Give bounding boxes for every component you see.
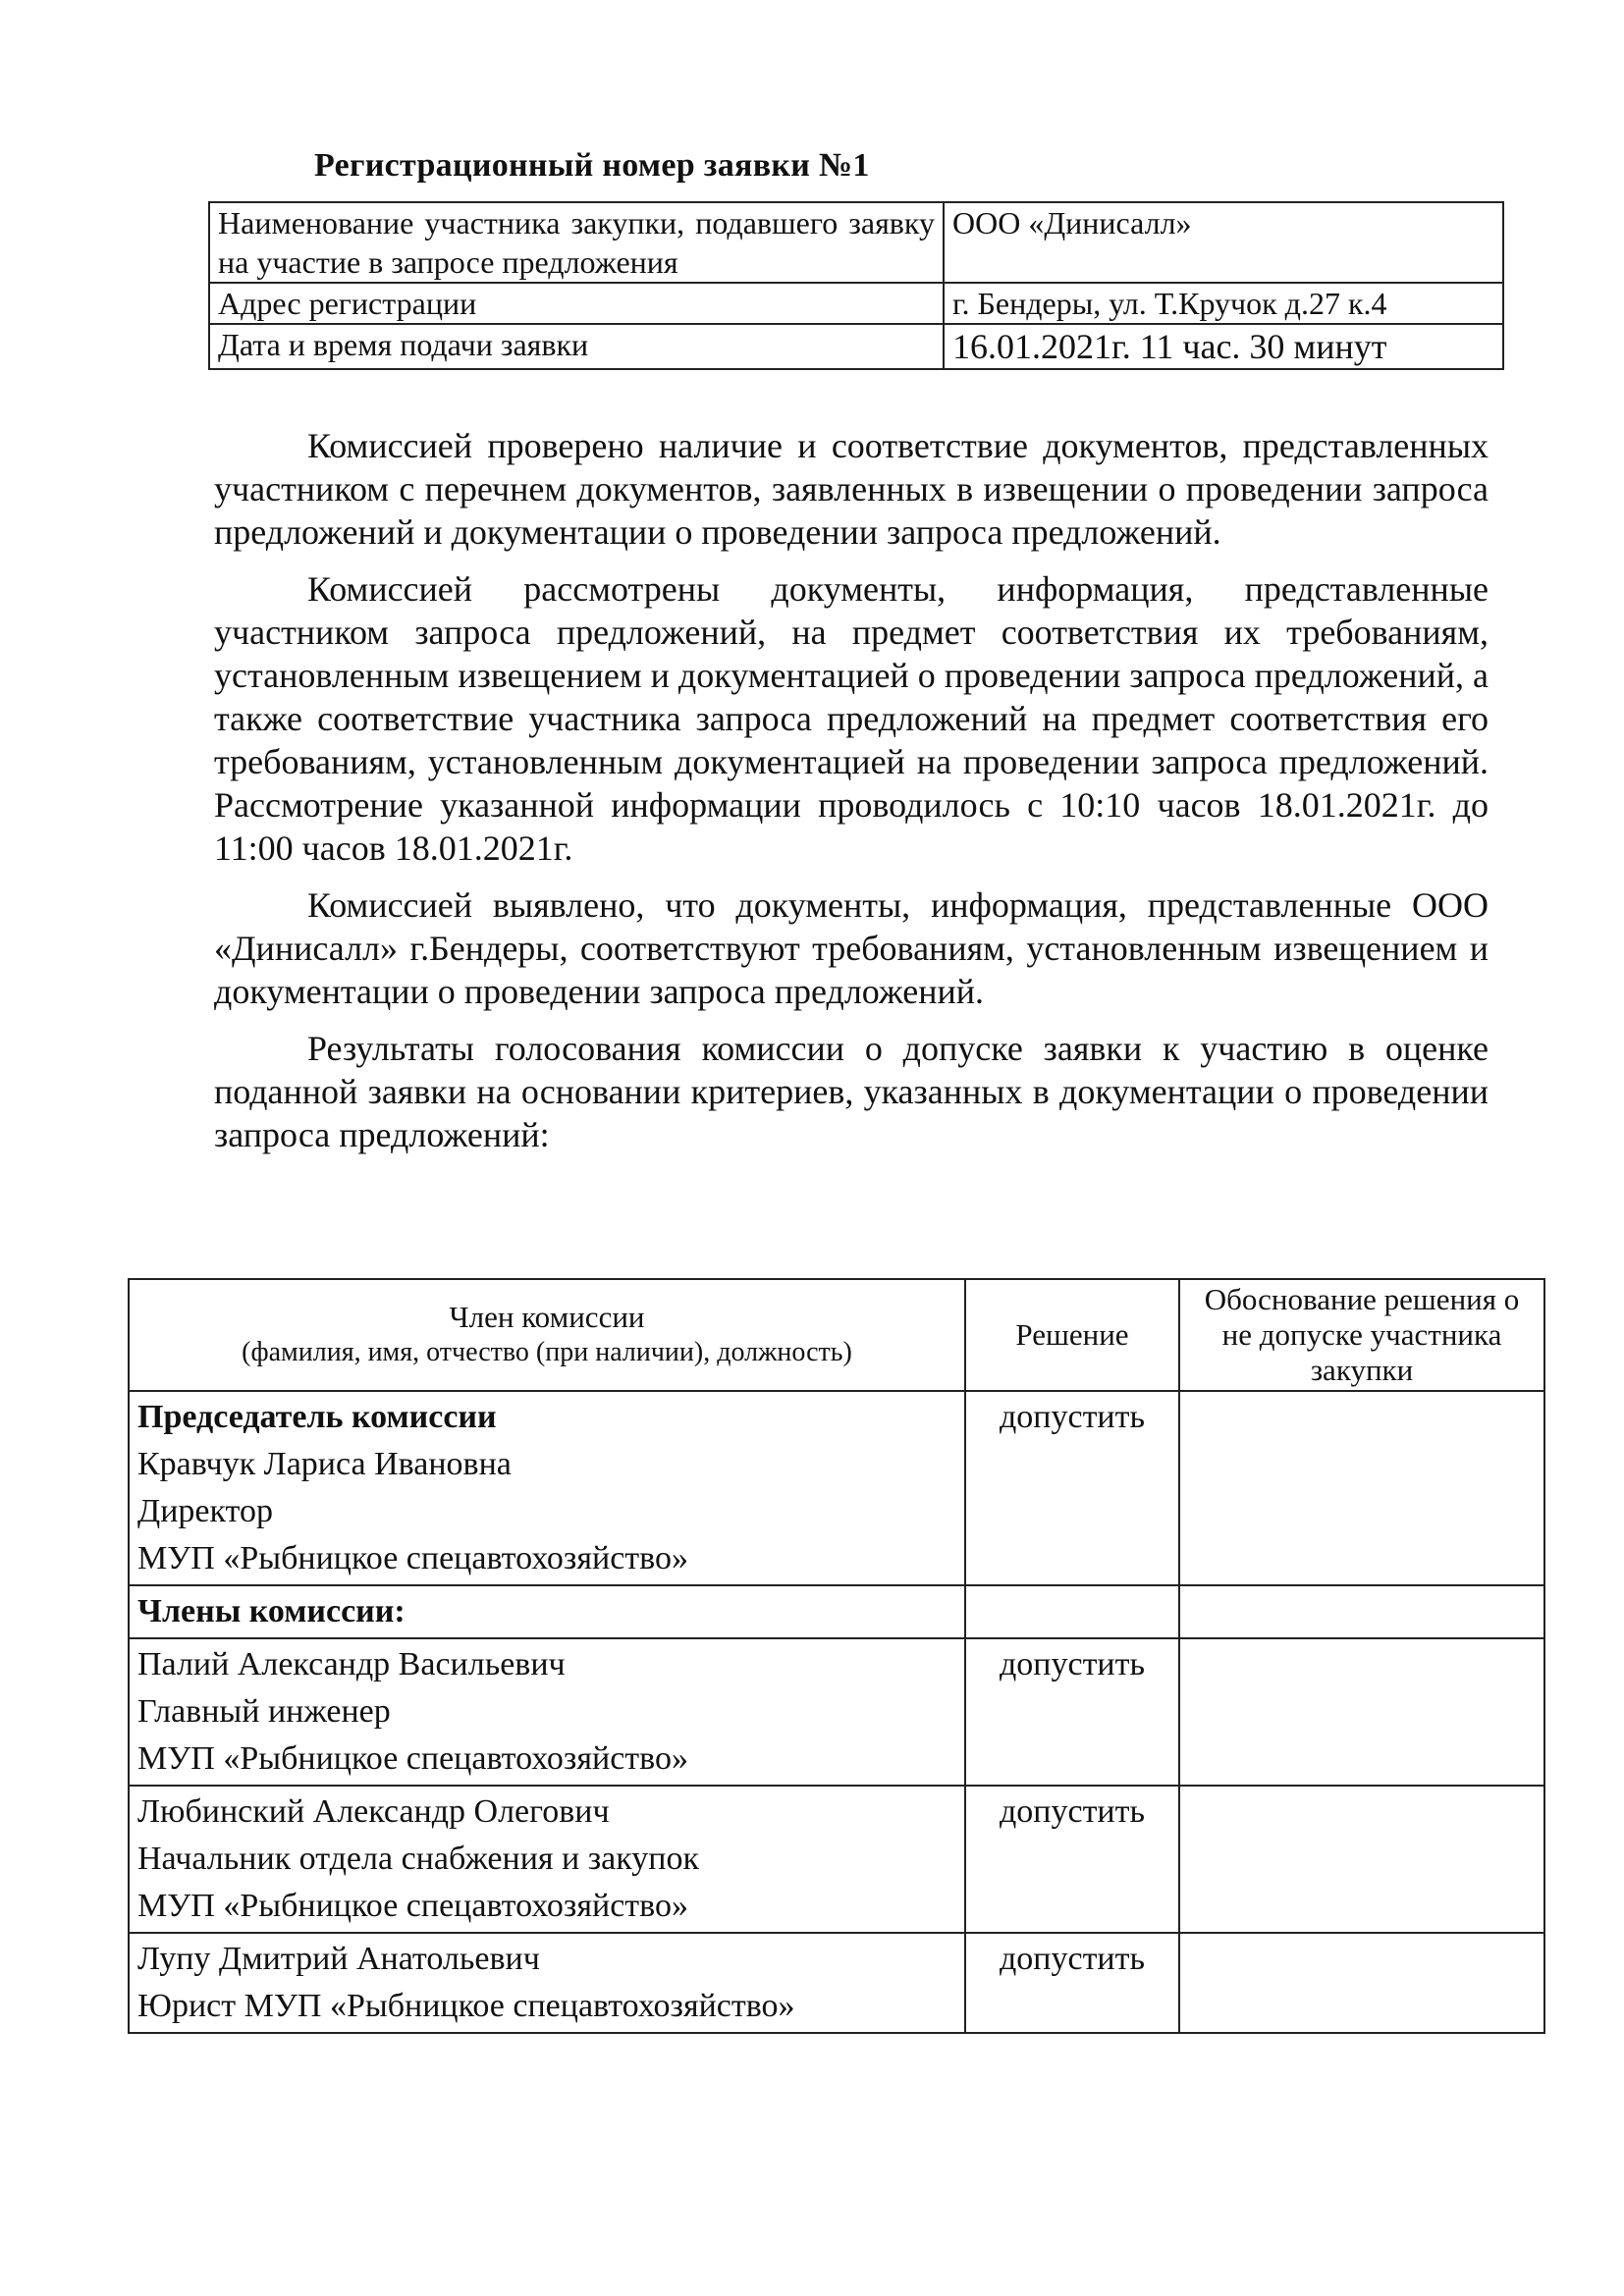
member-position: Юрист МУП «Рыбницкое спецавтохозяйство» [137, 1988, 795, 2024]
paragraph-findings: Комиссией выявлено, что документы, информация, представленные ООО «Динисалл» г.Бендеры, соответствуют требованиям, установленным извещением и документации о проведении запроса предложений. [214, 885, 1489, 1011]
submission-datetime-value: 16.01.2021г. 11 час. 30 минут [944, 324, 1503, 369]
table-row [129, 1391, 1544, 1585]
header-member-subtitle: (фамилия, имя, отчество (при наличии), должность) [242, 1337, 852, 1367]
table-row [129, 1786, 1544, 1933]
member-name: Палий Александр Васильевич [137, 1646, 566, 1682]
member-cell [129, 1933, 965, 2033]
paragraph-review: Комиссией рассмотрены документы, информация, представленные участником запроса предложений, на предмет соответствия их требованиям, установленным извещением и документацией о проведении запроса предложений, а также соответствие участника запроса предложений на предмет соответствия его требованиям, установленным документацией на проведении запроса предложений. Рассмотрение указанной информации проводилось с 10:10 часов 18.01.2021г. до 11:00 часов 18.01.2021г. [214, 569, 1489, 868]
vote-results-table [128, 1278, 1545, 2034]
header-member-title: Член комиссии [449, 1300, 645, 1334]
participant-value: ООО «Динисалл» [944, 202, 1503, 283]
chair-decision: допустить [965, 1391, 1179, 1585]
member-position: Главный инженер [137, 1693, 391, 1730]
member-decision: допустить [965, 1638, 1179, 1786]
member-cell [129, 1638, 965, 1786]
member-reason [1179, 1638, 1544, 1786]
paragraph-documents-check: Комиссией проверено наличие и соответствие документов, представленных участником с перечнем документов, заявленных в извещении о проведении запроса предложений и документации о проведении запроса предложений. [214, 426, 1489, 552]
protocol-body [214, 424, 1489, 1170]
member-position: Начальник отдела снабжения и закупок [137, 1841, 700, 1877]
chair-position: Директор [137, 1493, 273, 1529]
member-cell [129, 1786, 965, 1933]
page-title: Регистрационный номер заявки №1 [314, 147, 870, 184]
chair-name: Кравчук Лариса Ивановна [137, 1446, 512, 1482]
submission-datetime-label: Дата и время подачи заявки [209, 324, 944, 369]
member-org: МУП «Рыбницкое спецавтохозяйство» [137, 1740, 688, 1777]
table-row [209, 283, 1503, 324]
members-label: Члены комиссии: [129, 1585, 965, 1638]
table-row [209, 324, 1503, 369]
empty-cell [965, 1585, 1179, 1638]
member-name: Лупу Дмитрий Анатольевич [137, 1941, 540, 1977]
chair-cell [129, 1391, 965, 1585]
header-member [129, 1279, 965, 1391]
address-value: г. Бендеры, ул. Т.Кручок д.27 к.4 [944, 283, 1503, 324]
table-header-row [129, 1279, 1544, 1391]
member-reason [1179, 1786, 1544, 1933]
header-decision: Решение [965, 1279, 1179, 1391]
application-info-table [208, 201, 1504, 370]
address-label: Адрес регистрации [209, 283, 944, 324]
member-decision: допустить [965, 1933, 1179, 2033]
participant-label: Наименование участника закупки, подавшего заявку на участие в запросе предложения [209, 202, 944, 283]
member-reason [1179, 1933, 1544, 2033]
paragraph-vote-intro: Результаты голосования комиссии о допуске заявки к участию в оценке поданной заявки на основании критериев, указанных в документации о проведении запроса предложений: [214, 1029, 1489, 1154]
chair-org: МУП «Рыбницкое спецавтохозяйство» [137, 1540, 688, 1576]
chair-reason [1179, 1391, 1544, 1585]
table-row [209, 202, 1503, 283]
table-row [129, 1638, 1544, 1786]
member-decision: допустить [965, 1786, 1179, 1933]
header-reason: Обоснование решения о не допуске участника закупки [1179, 1279, 1544, 1391]
empty-cell [1179, 1585, 1544, 1638]
chair-role: Председатель комиссии [137, 1399, 497, 1435]
table-row [129, 1585, 1544, 1638]
member-org: МУП «Рыбницкое спецавтохозяйство» [137, 1888, 688, 1924]
member-name: Любинский Александр Олегович [137, 1793, 610, 1830]
table-row [129, 1933, 1544, 2033]
